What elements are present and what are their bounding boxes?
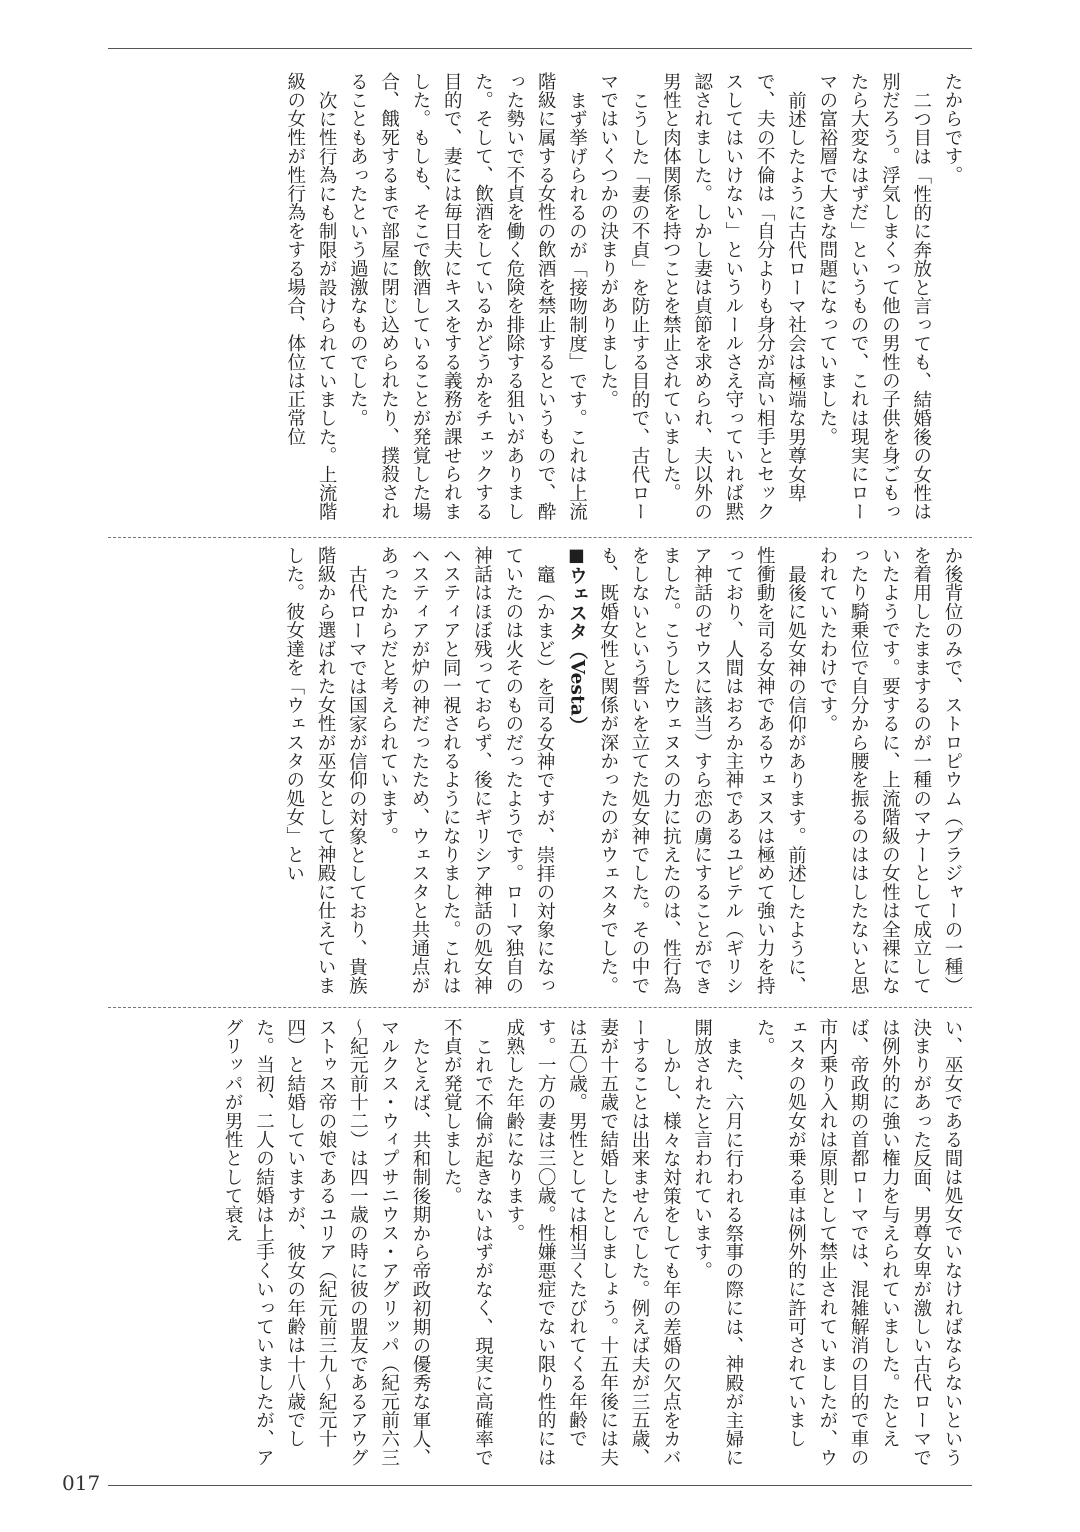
text-block-bottom — [112, 1018, 968, 1470]
paragraph: 古代ローマでは国家が信仰の対象としており、貴族階級から選ばれた女性が巫女として神殿に仕えていました。彼女達を「ウェスタの処女」とい — [283, 546, 368, 995]
paragraph: か後背位のみで、ストロピウム（ブラジャーの一種）を着用したままするのが一種のマナーとして成立していたようです。要するに、上流階級の女性は全裸になったり騎乗位で自分から腰を振るのははしたないと思われていたわけです。 — [816, 546, 963, 995]
heading-title: ウェスタ — [566, 566, 588, 642]
paragraph: 次に性行為にも制限が設けられていました。上流階級の女性が性行為をする場合、体位は正常位 — [284, 72, 338, 521]
section-divider — [108, 1007, 972, 1008]
text-block-top — [112, 72, 968, 524]
paragraph: 最後に処女神の信仰があります。前述したように、性衝動を司る女神であるウェヌスは極めて強い力を持っており、人間はおろか主神であるユピテル（ギリシア神話のゼウスに該当）すら恋の虜にすることができました。こうしたウェヌスの力に抗えたのは、性行為をしないという誓いを立てた処女神でした。その中でも、既婚女性と関係が深かったのがウェスタでした。 — [597, 546, 807, 995]
paragraph: これで不倫が起きないはずがなく、現実に高確率で不貞が発覚しました。 — [441, 1018, 494, 1467]
paragraph: まず挙げられるのが「接吻制度」です。これは上流階級に属する女性の飲酒を禁止するというもので、酔った勢いで不貞を働く危険を排除する狙いがありました。そして、飲酒をしているかどうかをチェックする目的で、妻には毎日夫にキスをする義務が課せられました。もしも、そこで飲酒していることが発覚した場合、餓死するまで部屋に閉じ込められたり、撲殺されることもあったという過激なものでした。 — [347, 72, 588, 521]
paragraph: たとえば、共和制後期から帝政初期の優秀な軍人、マルクス・ウィプサニウス・アグリッパ（紀元前六三～紀元前十二）は四一歳の時に彼の盟友であるアウグストゥス帝の娘であるユリア（紀元前三九～紀元十四）と結婚していますが、彼女の年齢は十八歳でした。当初、二人の結婚は上手くいっていましたが、アグリッパが男性として衰え — [222, 1018, 431, 1467]
paragraph: い、巫女である間は処女でいなければならないという決まりがあった反面、男尊女卑が激しい古代ローマでは例外的に強い権力を与えられていました。たとえば、帝政期の首都ローマでは、混雑解消の目的で車の市内乗り入れは原則として禁止されていましたが、ウェスタの処女が乗る車は例外的に許可されていました。 — [754, 1018, 963, 1467]
square-bullet-icon: ■ — [566, 546, 587, 567]
paragraph: こうした「妻の不貞」を防止する目的で、古代ローマではいくつかの決まりがありました。 — [597, 72, 651, 521]
paragraph: 竈（かまど）を司る女神ですが、崇拝の対象になっていたのは火そのものだったようです。ローマ独自の神話はほぼ残っておらず、後にギリシア神話の処女神ヘスティアと同一視されるようになりました。これはヘスティアが炉の神だったため、ウェスタと共通点があったからだと考えられています。 — [377, 546, 556, 995]
paragraph: たからです。 — [942, 72, 963, 185]
bottom-rule — [108, 1485, 972, 1486]
text-block-middle — [112, 546, 968, 998]
paragraph: 前述したように古代ローマ社会は極端な男尊女卑で、夫の不倫は「自分よりも身分が高い相手とセックスしてはいけない」というルールさえ守っていれば黙認されました。しかし妻は貞節を求められ、夫以外の男性と肉体関係を持つことを禁止されていました。 — [660, 72, 807, 521]
section-divider — [108, 537, 972, 538]
heading-latin: （Vesta） — [566, 641, 588, 735]
paragraph: また、六月に行われる祭事の際には、神殿が主婦に開放されたと言われています。 — [691, 1018, 744, 1467]
page-number: 017 — [62, 1471, 101, 1495]
top-rule — [108, 48, 972, 49]
section-heading — [560, 546, 592, 998]
paragraph: 二つ目は「性的に奔放と言っても、結婚後の女性は別だろう。浮気しまくって他の男性の子供を身ごもったら大変なはずだ」というもので、これは現実にローマの富裕層で大きな問題になっていました。 — [816, 72, 932, 521]
paragraph: しかし、様々な対策をしても年の差婚の欠点をカバーすることは出来ませんでした。例えば夫が三五歳、妻が十五歳で結婚したとしましょう。十五年後には夫は五〇歳。男性としては相当くたびれてくる年齢です。一方の妻は三〇歳。性嫌悪症でない限り性的には成熟した年齢になります。 — [503, 1018, 682, 1467]
